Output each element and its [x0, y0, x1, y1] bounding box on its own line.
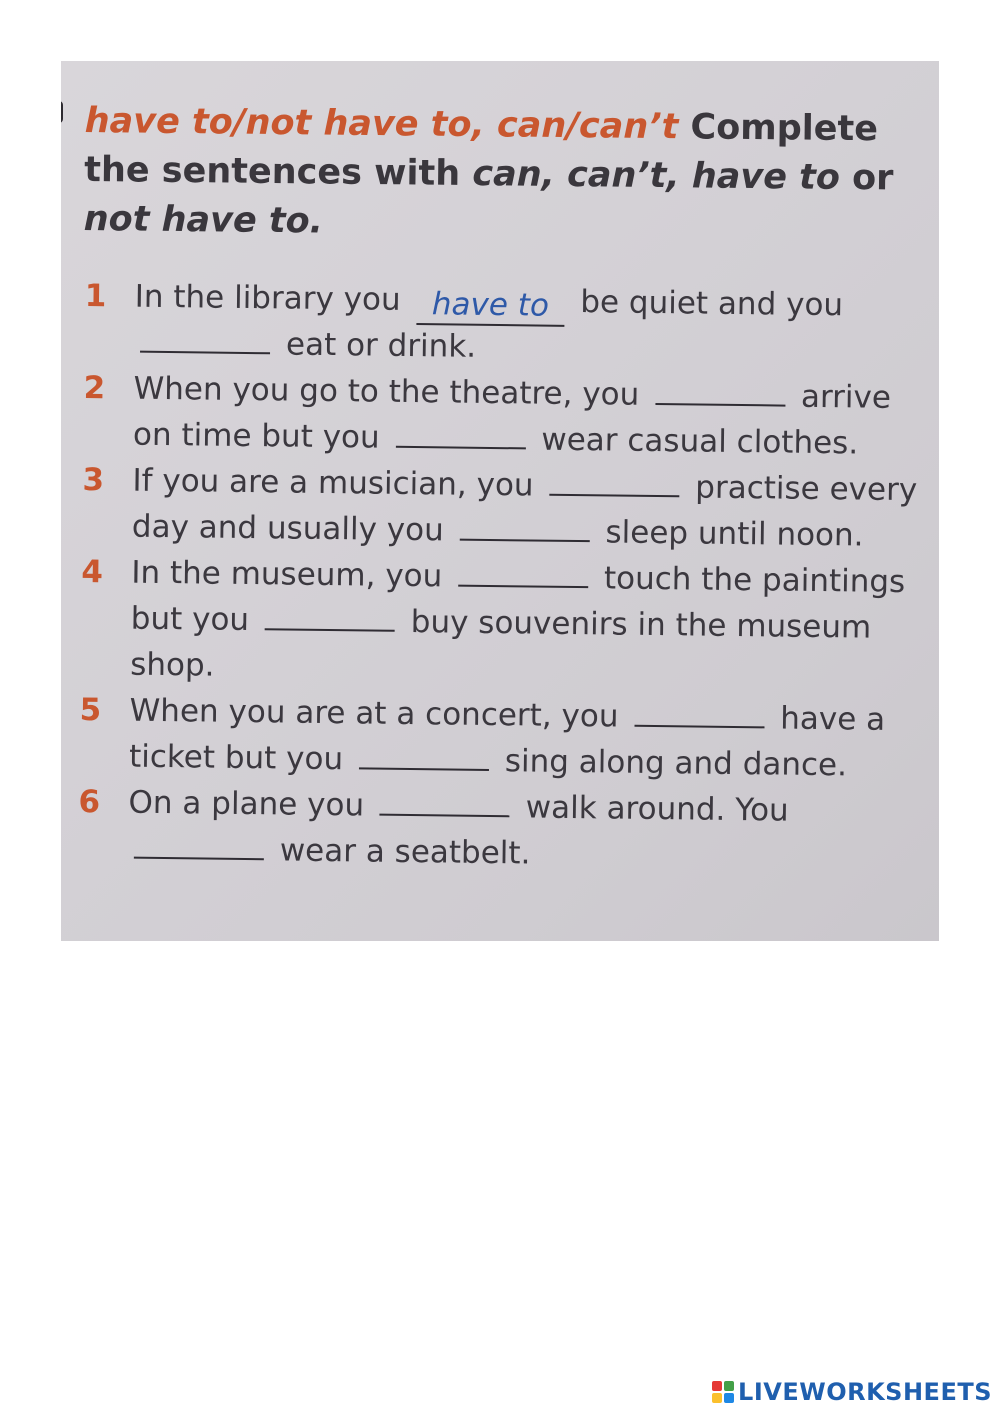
item-text: practise every day and usually you: [131, 469, 918, 549]
liveworksheets-brand: [712, 1379, 992, 1405]
item-number: 5: [79, 691, 102, 729]
item-text: arrive on time but you: [132, 378, 892, 456]
answer-blank[interactable]: [458, 555, 588, 589]
item-text: walk around. You: [525, 789, 789, 829]
exercise-item-4: [80, 549, 922, 697]
answer-blank[interactable]: [359, 737, 489, 771]
heading-instruction: Complete the sentences with: [84, 107, 879, 195]
item-text: have a ticket but you: [128, 700, 886, 778]
answer-blank-filled[interactable]: have to: [416, 289, 564, 327]
answer-blank[interactable]: [134, 827, 264, 861]
exercise-heading: [83, 97, 904, 253]
item-text: wear casual clothes.: [541, 421, 859, 462]
item-number: 2: [83, 369, 106, 407]
exercise-item-5: [79, 687, 920, 789]
item-number: 1: [84, 277, 107, 315]
answer-blank[interactable]: [140, 321, 270, 355]
exercise-item-1: [84, 273, 925, 375]
item-text: In the museum, you: [131, 554, 443, 595]
item-text: If you are a musician, you: [132, 462, 534, 504]
item-text: sing along and dance.: [504, 743, 848, 784]
exercise-item-2: [83, 365, 924, 467]
item-text: sleep until noon.: [605, 514, 864, 554]
item-text: When you are at a concert, you: [129, 692, 619, 735]
brand-name: LIVEWORKSHEETS: [738, 1378, 992, 1406]
item-number: 6: [78, 783, 101, 821]
item-text: be quiet and you: [580, 284, 844, 324]
answer-blank[interactable]: [634, 695, 764, 729]
worksheet-photo: [61, 61, 939, 941]
item-text: touch the paintings but you: [130, 560, 906, 639]
answer-blank[interactable]: [655, 373, 785, 407]
item-number: 3: [82, 461, 105, 499]
item-text: wear a seatbelt.: [279, 832, 531, 872]
answer-blank[interactable]: [380, 784, 510, 818]
answer-blank[interactable]: [265, 598, 395, 632]
item-number: 4: [81, 553, 104, 591]
liveworksheets-logo-icon: [712, 1381, 734, 1403]
heading-options-1: can, can’t, have to: [472, 154, 841, 198]
answer-blank[interactable]: [460, 509, 590, 543]
item-text: In the library you: [134, 278, 401, 318]
heading-or: or: [839, 157, 894, 199]
exercise-item-3: [82, 457, 923, 559]
answer-blank[interactable]: [549, 464, 679, 498]
exercise-items: [78, 273, 925, 881]
heading-options-2: not have to.: [83, 198, 324, 242]
heading-topic: have to/not have to, can/can’t: [84, 100, 679, 148]
exercise-item-6: [78, 779, 919, 881]
item-text: eat or drink.: [285, 326, 477, 365]
item-text: When you go to the theatre, you: [133, 370, 640, 413]
answer-blank[interactable]: [395, 416, 525, 450]
item-text: buy souvenirs in the museum shop.: [129, 604, 872, 684]
item-text: On a plane you: [128, 784, 365, 824]
